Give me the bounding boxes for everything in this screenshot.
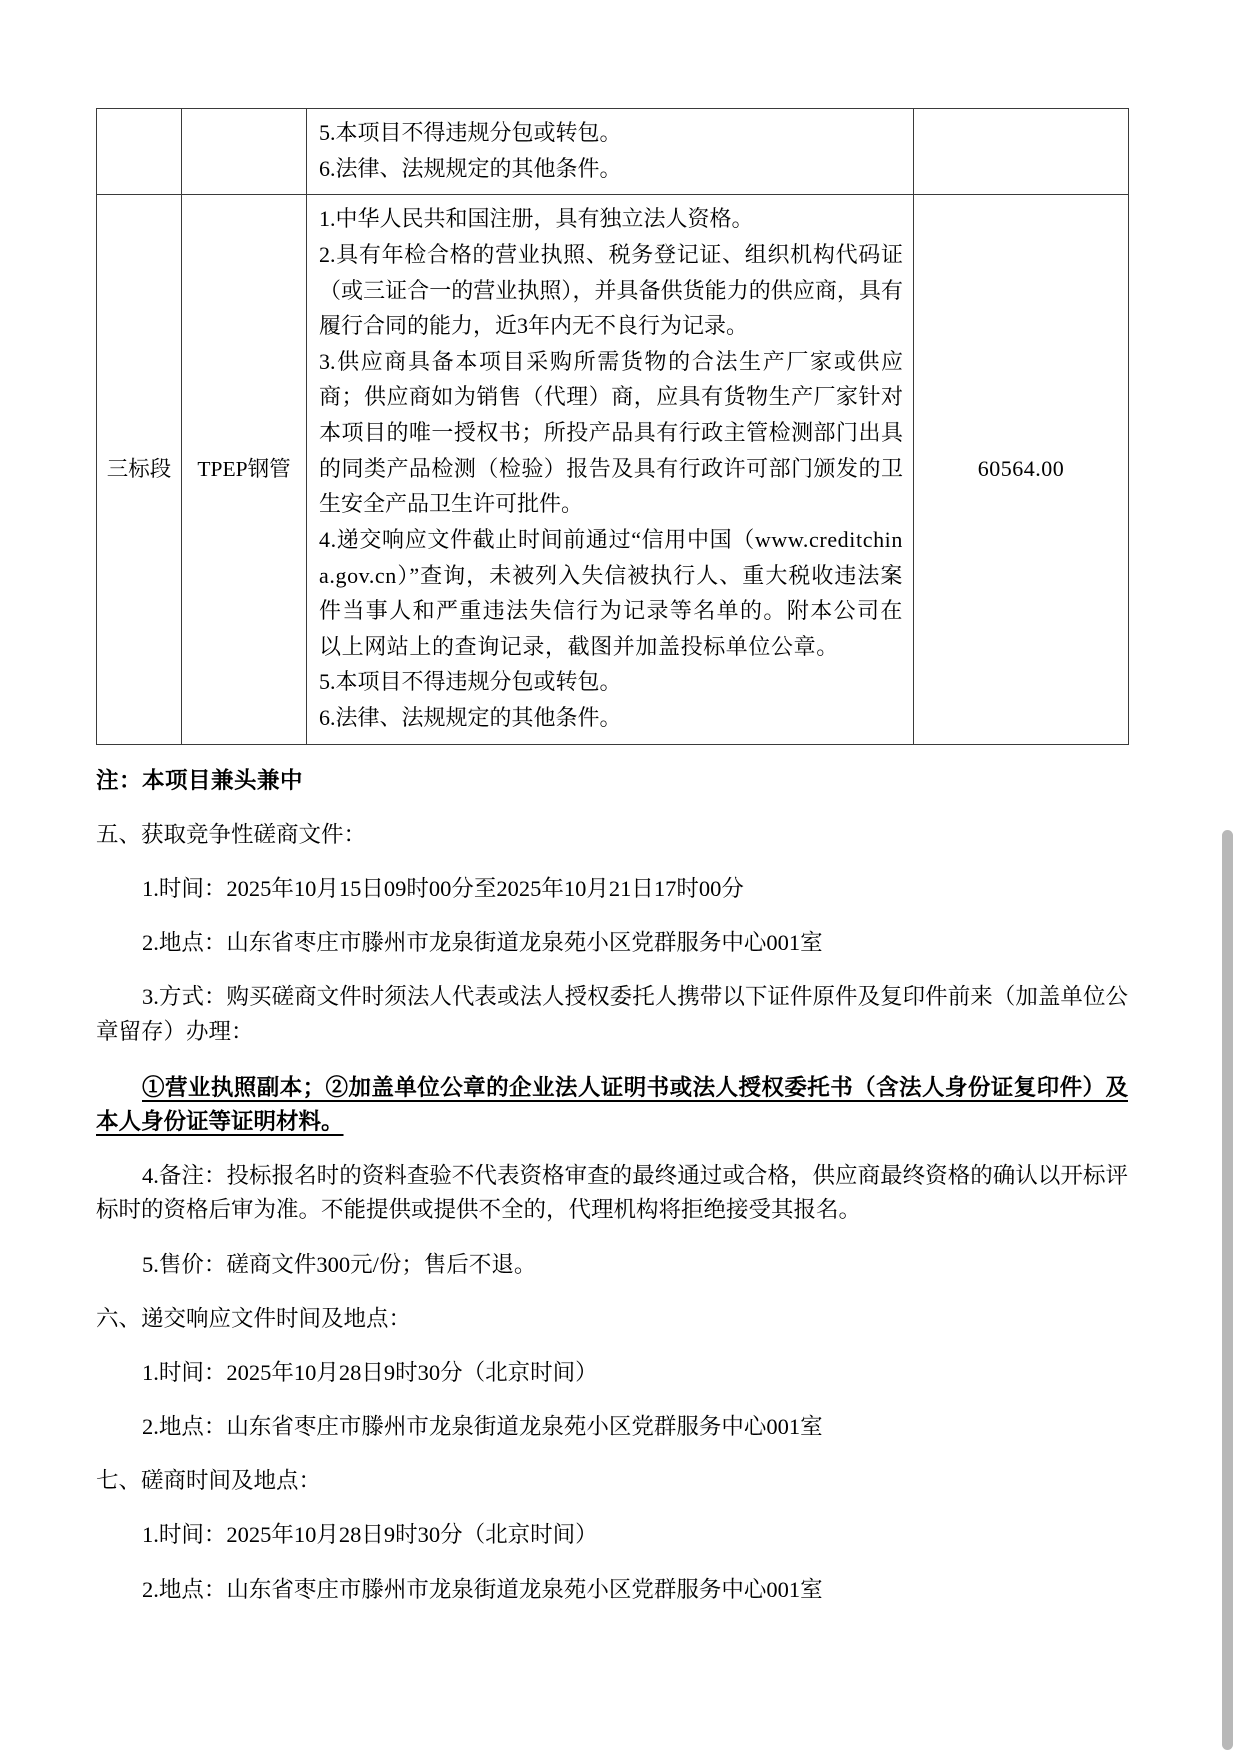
section-heading-seven: 七、磋商时间及地点：	[96, 1468, 322, 1494]
section-heading-five: 五、获取竞争性磋商文件：	[96, 821, 367, 847]
cell-lot	[97, 109, 182, 195]
cell-requirements	[307, 195, 914, 744]
cell-requirements	[307, 109, 914, 195]
requirement-line: 5.本项目不得违规分包或转包。	[319, 120, 622, 145]
requirement-line: 6.法律、法规规定的其他条件。	[319, 705, 622, 730]
page-content	[96, 0, 1128, 1607]
requirement-line: 2.具有年检合格的营业执照、税务登记证、组织机构代码证（或三证合一的营业执照），并具备供货能力的供应商，具有履行合同的能力，近3年内无不良行为记录。	[319, 241, 903, 339]
section-six-item-1: 1.时间：2025年10月28日9时30分（北京时间）	[142, 1359, 598, 1385]
section-five-item-4: 4.备注：投标报名时的资料查验不代表资格审查的最终通过或合格，供应商最终资格的确认以开标评标时的资格后审为准。不能提供或提供不全的，代理机构将拒绝接受其报名。	[96, 1163, 1128, 1223]
qualification-table	[96, 108, 1129, 745]
cell-lot: 三标段	[97, 195, 182, 744]
scrollbar-thumb[interactable]	[1222, 830, 1233, 1750]
section-seven-item-2: 2.地点：山东省枣庄市滕州市龙泉街道龙泉苑小区党群服务中心001室	[142, 1576, 823, 1602]
cell-price: 60564.00	[914, 195, 1129, 744]
section-six-item-2: 2.地点：山东省枣庄市滕州市龙泉街道龙泉苑小区党群服务中心001室	[142, 1414, 823, 1440]
requirement-line: 6.法律、法规规定的其他条件。	[319, 155, 622, 181]
requirement-line: 4.递交响应文件截止时间前通过“信用中国（www.creditchina.gov.cn）”查询，未被列入失信被执行人、重大税收违法案件当事人和严重违法失信行为记录等名单的。附本公司在以上网站上的查询记录，截图并加盖投标单位公章。	[319, 526, 903, 659]
section-five-emphasis: ①营业执照副本；②加盖单位公章的企业法人证明书或法人授权委托书（含法人身份证复印件）及本人身份证等证明材料。	[96, 1074, 1128, 1134]
section-five-item-3: 3.方式：购买磋商文件时须法人代表或法人授权委托人携带以下证件原件及复印件前来（加盖单位公章留存）办理：	[96, 984, 1128, 1044]
cell-item: TPEP钢管	[182, 195, 307, 744]
requirement-line: 1.中华人民共和国注册，具有独立法人资格。	[319, 206, 754, 232]
cell-item	[182, 109, 307, 195]
section-heading-six: 六、递交响应文件时间及地点：	[96, 1305, 412, 1331]
section-seven-item-1: 1.时间：2025年10月28日9时30分（北京时间）	[142, 1522, 598, 1548]
section-five-item-2: 2.地点：山东省枣庄市滕州市龙泉街道龙泉苑小区党群服务中心001室	[142, 930, 823, 956]
project-note: 注：本项目兼头兼中	[96, 767, 304, 793]
table-row	[97, 195, 1129, 744]
table-row	[97, 109, 1129, 195]
section-five-item-5: 5.售价：磋商文件300元/份；售后不退。	[142, 1251, 537, 1277]
requirement-line: 3.供应商具备本项目采购所需货物的合法生产厂家或供应商；供应商如为销售（代理）商，应具有货物生产厂家针对本项目的唯一授权书；所投产品具有行政主管检测部门出具的同类产品检测（检验）报告及具有行政许可部门颁发的卫生安全产品卫生许可批件。	[319, 348, 903, 517]
section-five-item-1: 1.时间：2025年10月15日09时00分至2025年10月21日17时00分	[142, 876, 744, 901]
requirement-line: 5.本项目不得违规分包或转包。	[319, 669, 622, 695]
scrollbar[interactable]	[1216, 0, 1256, 1750]
cell-price	[914, 109, 1129, 195]
